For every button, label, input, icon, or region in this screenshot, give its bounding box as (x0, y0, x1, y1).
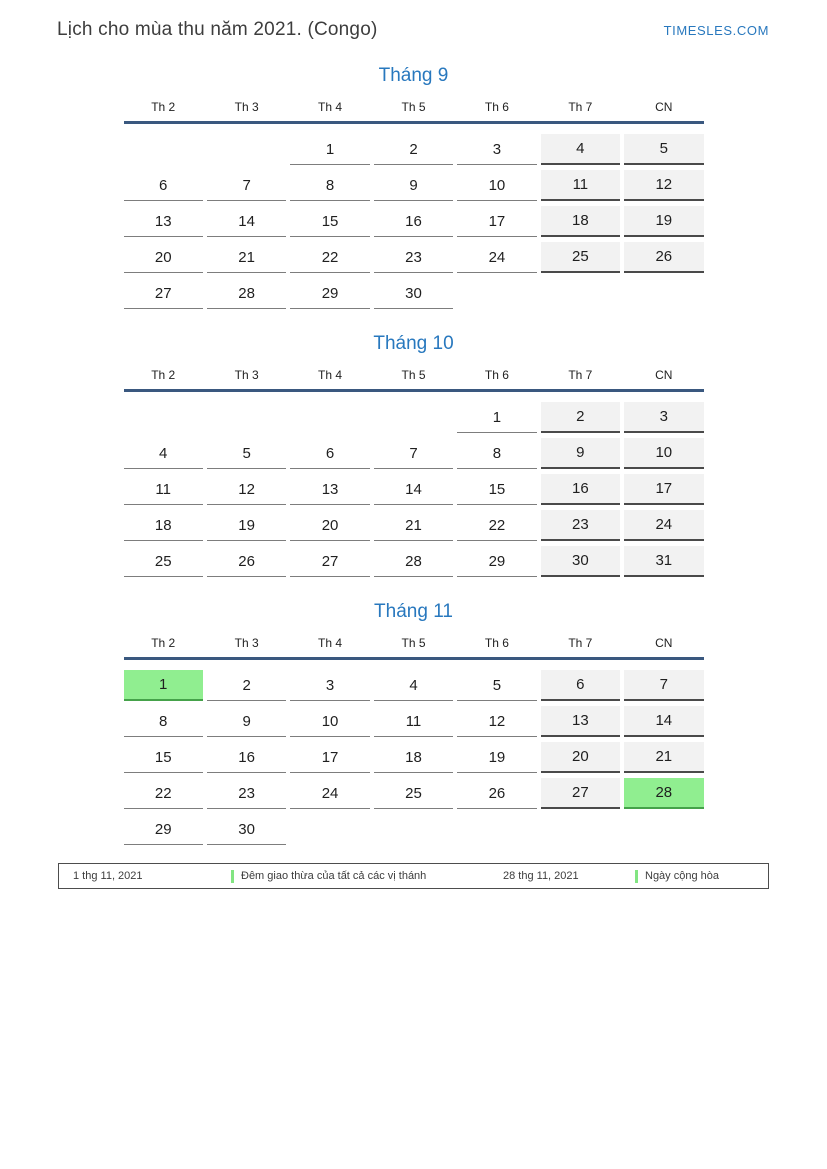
day-cell: 24 (624, 510, 703, 541)
empty-cell (374, 814, 453, 845)
day-cell: 18 (541, 206, 620, 237)
week-row (124, 438, 704, 469)
day-cell: 23 (207, 778, 286, 809)
weekday-label: Th 2 (151, 368, 176, 382)
legend-item-2 (635, 870, 754, 883)
week-row (124, 670, 704, 701)
day-cell: 23 (541, 510, 620, 541)
empty-cell (124, 402, 203, 433)
month-section-1 (124, 65, 704, 309)
day-cell: 15 (290, 206, 369, 237)
day-cell: 2 (541, 402, 620, 433)
weekday-label: Th 3 (234, 368, 259, 382)
day-cell: 26 (207, 546, 286, 577)
day-cell: 14 (624, 706, 703, 737)
day-cell: 22 (124, 778, 203, 809)
day-cell: 7 (207, 170, 286, 201)
week-row (124, 706, 704, 737)
day-cell: 22 (457, 510, 536, 541)
month-title: Tháng 10 (373, 333, 454, 354)
week-row (124, 242, 704, 273)
weekday-label: Th 4 (318, 636, 343, 650)
weekday-label: Th 6 (484, 636, 509, 650)
day-cell: 17 (624, 474, 703, 505)
holiday-day-cell: 28 (624, 778, 703, 809)
day-cell: 18 (124, 510, 203, 541)
day-cell: 27 (124, 278, 203, 309)
weekday-label: Th 5 (401, 100, 426, 114)
day-cell: 19 (207, 510, 286, 541)
day-cell: 24 (457, 242, 536, 273)
day-cell: 20 (290, 510, 369, 541)
day-cell: 17 (457, 206, 536, 237)
day-cell: 10 (290, 706, 369, 737)
week-row (124, 778, 704, 809)
day-cell: 16 (207, 742, 286, 773)
week-row (124, 170, 704, 201)
day-cell: 24 (290, 778, 369, 809)
day-cell: 9 (541, 438, 620, 469)
weekday-label: Th 6 (484, 368, 509, 382)
weekday-header-row (124, 100, 704, 124)
day-cell: 17 (290, 742, 369, 773)
day-cell: 3 (457, 134, 536, 165)
week-row (124, 742, 704, 773)
day-cell: 12 (624, 170, 703, 201)
day-cell: 5 (624, 134, 703, 165)
day-cell: 6 (124, 170, 203, 201)
day-cell: 8 (124, 706, 203, 737)
day-cell: 2 (207, 670, 286, 701)
weekday-label: CN (655, 368, 673, 382)
day-cell: 19 (624, 206, 703, 237)
legend-date-1: 1 thg 11, 2021 (73, 870, 143, 882)
day-cell: 7 (624, 670, 703, 701)
day-cell: 20 (541, 742, 620, 773)
day-cell: 25 (541, 242, 620, 273)
day-cell: 16 (541, 474, 620, 505)
day-cell: 13 (290, 474, 369, 505)
day-cell: 18 (374, 742, 453, 773)
day-cell: 28 (374, 546, 453, 577)
weekday-label: CN (655, 636, 673, 650)
empty-cell (457, 814, 536, 845)
month-section-2 (124, 333, 704, 577)
weekday-label: Th 7 (568, 100, 593, 114)
week-row (124, 814, 704, 845)
weekday-label: Th 4 (318, 100, 343, 114)
weekday-label: Th 2 (151, 100, 176, 114)
day-cell: 30 (541, 546, 620, 577)
day-cell: 29 (457, 546, 536, 577)
weekday-label: Th 7 (568, 368, 593, 382)
day-cell: 21 (374, 510, 453, 541)
day-cell: 5 (457, 670, 536, 701)
day-cell: 29 (290, 278, 369, 309)
empty-cell (124, 134, 203, 165)
day-cell: 21 (207, 242, 286, 273)
day-cell: 10 (624, 438, 703, 469)
month-title: Tháng 9 (378, 65, 449, 86)
day-cell: 11 (124, 474, 203, 505)
weekday-label: Th 5 (401, 368, 426, 382)
day-cell: 16 (374, 206, 453, 237)
month-grid (124, 670, 704, 845)
day-cell: 26 (624, 242, 703, 273)
day-cell: 13 (541, 706, 620, 737)
empty-cell (207, 402, 286, 433)
day-cell: 27 (290, 546, 369, 577)
day-cell: 12 (207, 474, 286, 505)
week-row (124, 546, 704, 577)
day-cell: 22 (290, 242, 369, 273)
weekday-label: Th 2 (151, 636, 176, 650)
day-cell: 8 (290, 170, 369, 201)
weekday-label: Th 3 (234, 636, 259, 650)
page-header (0, 0, 827, 41)
holiday-legend (58, 863, 769, 889)
holiday-marker-icon (231, 870, 234, 883)
week-row (124, 474, 704, 505)
day-cell: 15 (457, 474, 536, 505)
day-cell: 1 (457, 402, 536, 433)
day-cell: 30 (374, 278, 453, 309)
empty-cell (541, 278, 620, 309)
day-cell: 20 (124, 242, 203, 273)
day-cell: 14 (207, 206, 286, 237)
week-row (124, 206, 704, 237)
empty-cell (541, 814, 620, 845)
legend-label-2: Ngày cộng hòa (645, 870, 719, 882)
day-cell: 21 (624, 742, 703, 773)
weekday-label: Th 7 (568, 636, 593, 650)
empty-cell (374, 402, 453, 433)
day-cell: 6 (541, 670, 620, 701)
day-cell: 30 (207, 814, 286, 845)
day-cell: 19 (457, 742, 536, 773)
weekday-header-row (124, 636, 704, 660)
month-title: Tháng 11 (374, 601, 453, 622)
legend-date-2: 28 thg 11, 2021 (503, 870, 579, 882)
empty-cell (290, 402, 369, 433)
month-section-3 (124, 601, 704, 845)
day-cell: 4 (374, 670, 453, 701)
day-cell: 12 (457, 706, 536, 737)
brand-link[interactable]: TIMESLES.COM (663, 23, 769, 38)
day-cell: 5 (207, 438, 286, 469)
month-grid (124, 402, 704, 577)
day-cell: 25 (124, 546, 203, 577)
empty-cell (207, 134, 286, 165)
day-cell: 1 (290, 134, 369, 165)
day-cell: 2 (374, 134, 453, 165)
day-cell: 13 (124, 206, 203, 237)
day-cell: 4 (541, 134, 620, 165)
month-grid (124, 134, 704, 309)
day-cell: 27 (541, 778, 620, 809)
week-row (124, 278, 704, 309)
weekday-label: Th 3 (234, 100, 259, 114)
day-cell: 8 (457, 438, 536, 469)
page-title: Lịch cho mùa thu năm 2021. (Congo) (57, 19, 378, 40)
day-cell: 4 (124, 438, 203, 469)
weekday-label: CN (655, 100, 673, 114)
holiday-day-cell: 1 (124, 670, 203, 701)
legend-label-1: Đêm giao thừa của tất cả các vị thánh (241, 870, 427, 882)
weekday-label: Th 4 (318, 368, 343, 382)
day-cell: 9 (207, 706, 286, 737)
legend-item-1 (231, 870, 503, 883)
day-cell: 25 (374, 778, 453, 809)
day-cell: 10 (457, 170, 536, 201)
day-cell: 6 (290, 438, 369, 469)
day-cell: 9 (374, 170, 453, 201)
day-cell: 31 (624, 546, 703, 577)
empty-cell (624, 814, 703, 845)
weekday-header-row (124, 368, 704, 392)
week-row (124, 510, 704, 541)
day-cell: 29 (124, 814, 203, 845)
day-cell: 7 (374, 438, 453, 469)
day-cell: 28 (207, 278, 286, 309)
empty-cell (290, 814, 369, 845)
week-row (124, 402, 704, 433)
day-cell: 3 (624, 402, 703, 433)
day-cell: 11 (541, 170, 620, 201)
day-cell: 23 (374, 242, 453, 273)
day-cell: 26 (457, 778, 536, 809)
day-cell: 3 (290, 670, 369, 701)
day-cell: 11 (374, 706, 453, 737)
empty-cell (624, 278, 703, 309)
weekday-label: Th 6 (484, 100, 509, 114)
months-container (0, 65, 827, 845)
holiday-marker-icon (635, 870, 638, 883)
weekday-label: Th 5 (401, 636, 426, 650)
empty-cell (457, 278, 536, 309)
day-cell: 14 (374, 474, 453, 505)
week-row (124, 134, 704, 165)
day-cell: 15 (124, 742, 203, 773)
